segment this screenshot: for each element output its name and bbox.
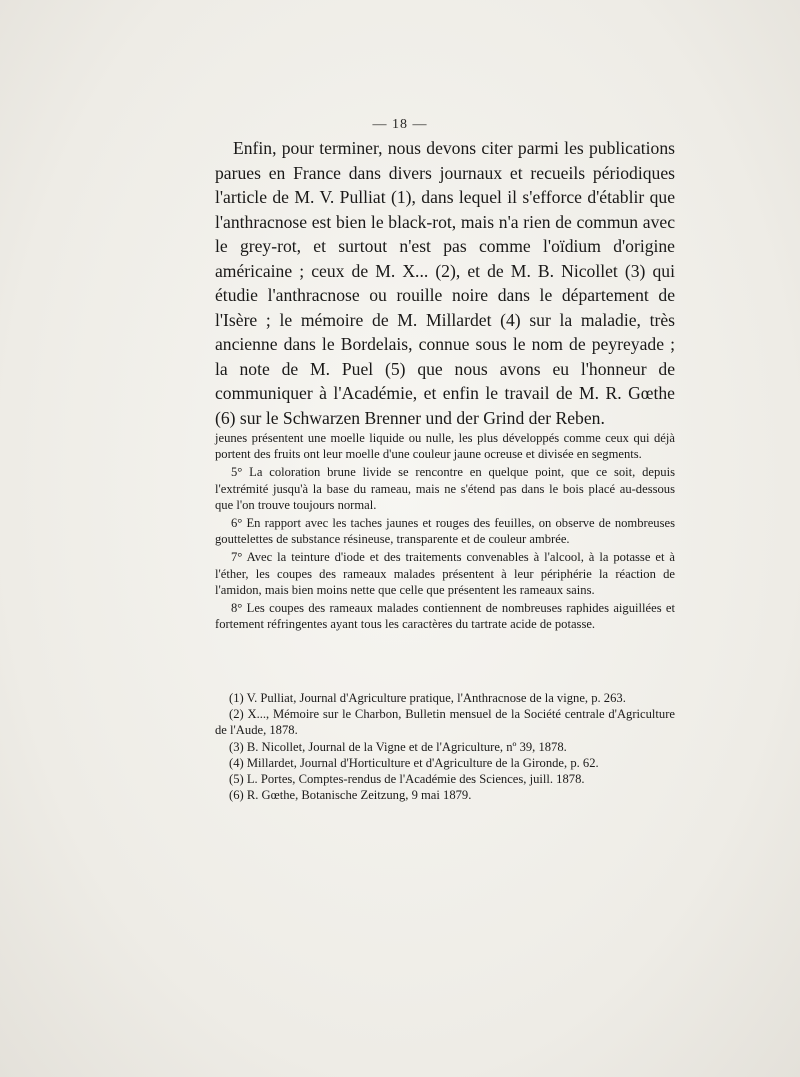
- observation-item-6: 6° En rapport avec les taches jaunes et rouges des feuilles, on observe de nombreuses gouttelettes de substance résineuse, transparente et de couleur ambrée.: [215, 516, 675, 547]
- footnotes-section: [215, 690, 675, 803]
- footnote-6: (6) R. Gœthe, Botanische Zeitzung, 9 mai 1879.: [229, 788, 472, 803]
- footnote-3: (3) B. Nicollet, Journal de la Vigne et de l'Agriculture, nº 39, 1878.: [229, 739, 567, 754]
- observation-item-7: 7° Avec la teinture d'iode et des traitements convenables à l'alcool, à la potasse et à l'éther, les coupes des rameaux malades présentent à leur périphérie la réaction de l'amidon, mais bien moins nette que celle que présentent les rameaux sains.: [215, 550, 675, 597]
- intro-section: [215, 136, 675, 430]
- footnote-4: (4) Millardet, Journal d'Horticulture et d'Agriculture de la Gironde, p. 62.: [229, 755, 599, 770]
- page-number: — 18 —: [372, 117, 428, 132]
- footnote-1: (1) V. Pulliat, Journal d'Agriculture pratique, l'Anthracnose de la vigne, p. 263.: [229, 691, 626, 705]
- observation-item-8: 8° Les coupes des rameaux malades contiennent de nombreuses raphides aiguillées et fortement réfringentes ayant tous les caractères du tartrate acide de potasse.: [215, 601, 675, 632]
- observation-continuation: jeunes présentent une moelle liquide ou nulle, les plus développés comme ceux qui déjà portent des fruits ont leur moelle d'une couleur jaune ocreuse et divisée en segments.: [215, 431, 675, 462]
- intro-paragraph: Enfin, pour terminer, nous devons citer parmi les publications parues en France dans divers journaux et recueils périodiques l'article de M. V. Pulliat (1), dans lequel il s'efforce d'établir que l'anthracnose est bien le black-rot, mais n'a rien de commun avec le grey-rot, et surtout n'est pas comme l'oïdium d'origine américaine ; ceux de M. X... (2), et de M. B. Nicollet (3) qui étudie l'anthracnose ou rouille noire dans le département de l'Isère ; le mémoire de M. Millardet (4) sur la maladie, très ancienne dans le Bordelais, connue sous le nom de peyreyade ; la note de M. Puel (5) que nous avons eu l'honneur de communiquer à l'Académie, et enfin le travail de M. R. Gœthe (6) sur le Schwarzen Brenner und der Grind der Reben.: [215, 138, 675, 428]
- observation-item-5: 5° La coloration brune livide se rencontre en quelque point, que ce soit, depuis l'extrémité jusqu'à la base du rameau, mais ne s'étend pas dans le bois placé au-dessous que l'on trouve toujours normal.: [215, 465, 675, 512]
- observations-section: [215, 430, 675, 632]
- footnote-5: (5) L. Portes, Comptes-rendus de l'Académie des Sciences, juill. 1878.: [229, 772, 585, 787]
- footnote-2: (2) X..., Mémoire sur le Charbon, Bulletin mensuel de la Société centrale d'Agriculture de l'Aude, 1878.: [215, 707, 675, 738]
